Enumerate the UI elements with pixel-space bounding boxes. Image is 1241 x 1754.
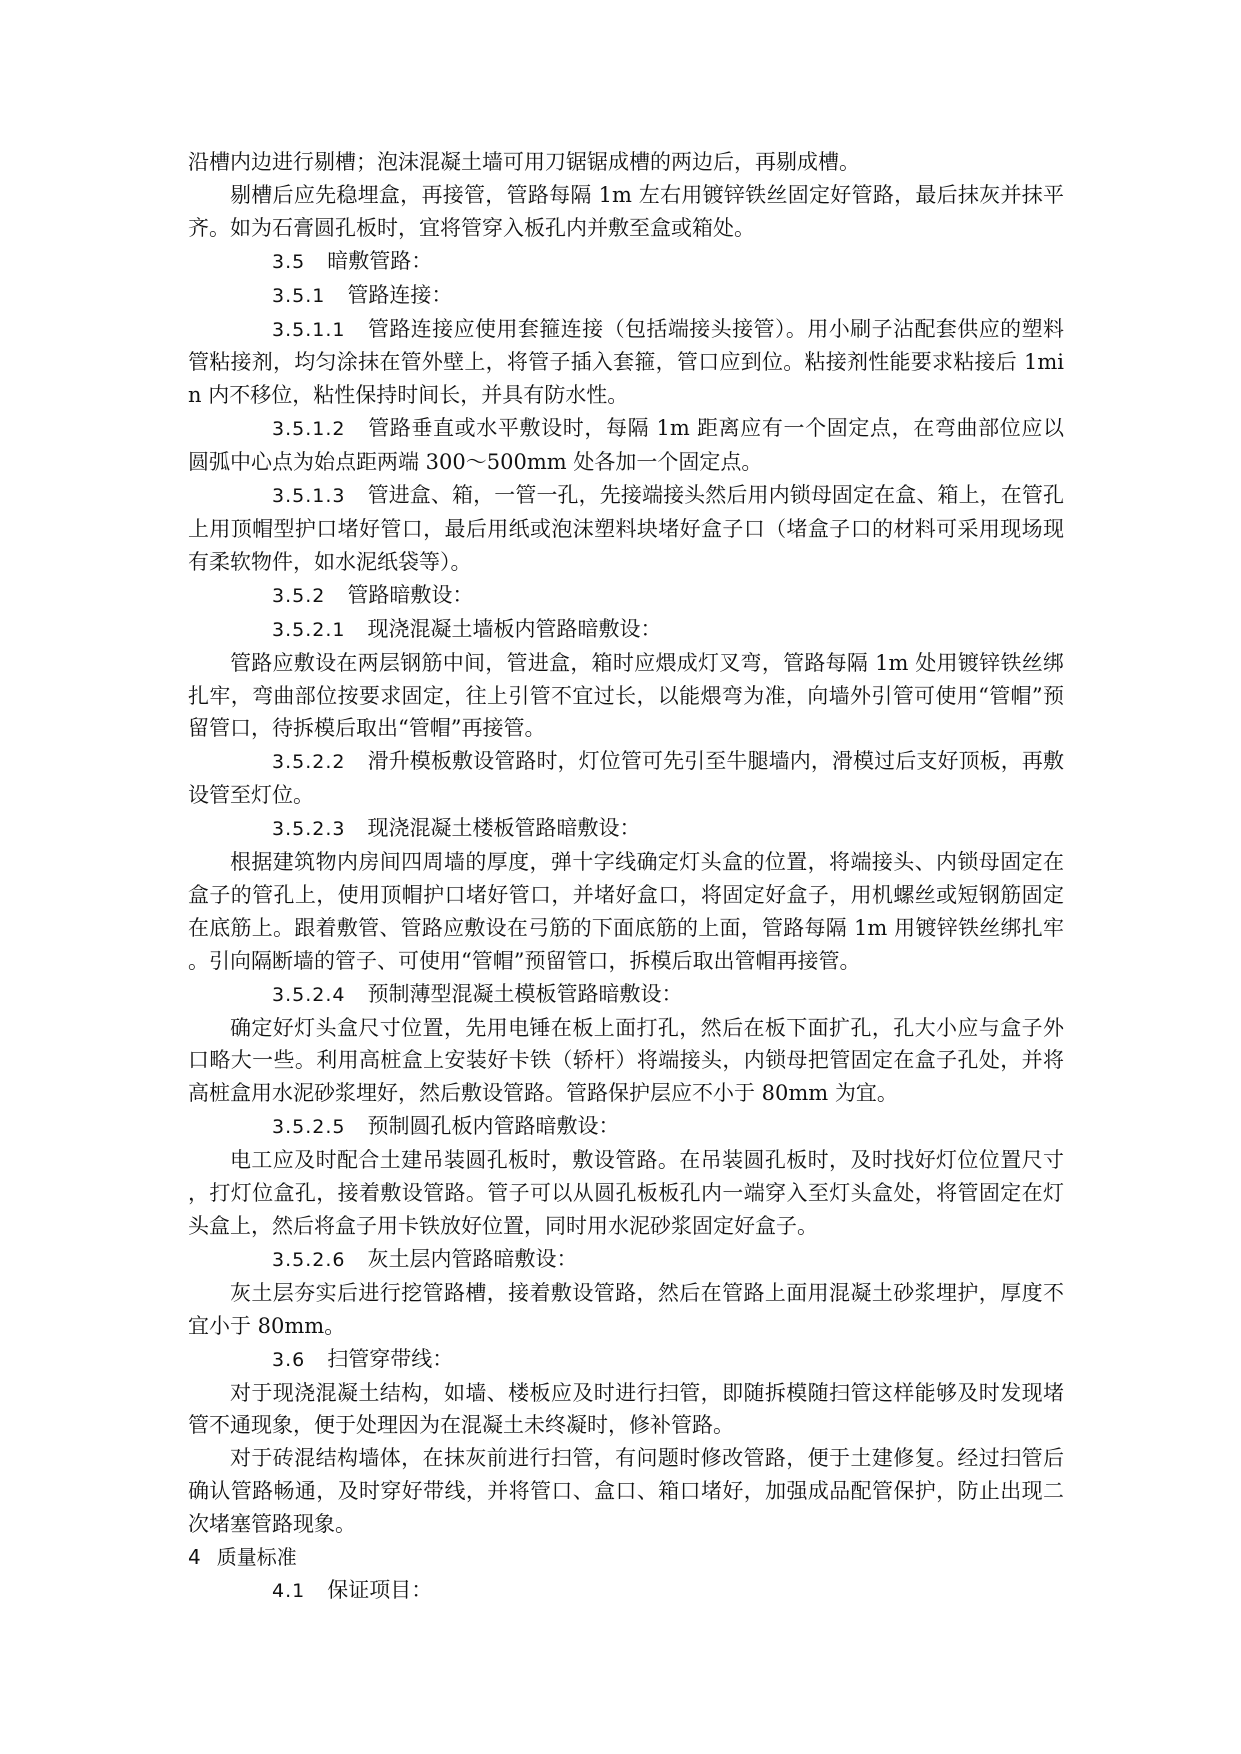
heading-number: 3.5.2.5 [272, 1116, 346, 1139]
heading-text: 暗敷管路： [327, 248, 433, 273]
section-heading [188, 579, 1064, 613]
paragraph-text: 管路垂直或水平敷设时，每隔 1m 距离应有一个固定点，在弯曲部位应以圆弧中心点为始点距两端 300～500mm 处各加一个固定点。 [188, 416, 1064, 475]
paragraph: 对于现浇混凝土结构，如墙、楼板应及时进行扫管，即随拆模随扫管这样能够及时发现堵管不通现象，便于处理因为在混凝土未终凝时，修补管路。 [188, 1380, 1064, 1438]
heading-number: 3.5.1 [272, 284, 326, 307]
document-body [188, 146, 1064, 1608]
paragraph-text: 管路连接应使用套箍连接（包括端接头接管）。用小刷子沾配套供应的塑料管粘接剂，均匀涂抹在管外壁上，将管子插入套箍，管口应到位。粘接剂性能要求粘接后 1min 内不移位，粘性保持时间长，并具有防水性。 [188, 316, 1064, 408]
heading-text: 现浇混凝土墙板内管路暗敷设： [367, 616, 662, 641]
numbered-paragraph [188, 412, 1064, 479]
heading-number: 3.5.2.6 [272, 1248, 346, 1271]
paragraph: 灰土层夯实后进行挖管路槽，接着敷设管路，然后在管路上面用混凝土砂浆埋护，厚度不宜小于 80mm。 [188, 1280, 1064, 1338]
heading-text: 预制圆孔板内管路暗敷设： [367, 1114, 620, 1139]
chapter-heading [188, 1541, 1064, 1574]
heading-text: 现浇混凝土楼板管路暗敷设： [367, 816, 641, 841]
heading-text: 管路连接： [347, 282, 453, 307]
heading-number: 3.5.2 [272, 584, 326, 607]
paragraph: 电工应及时配合土建吊装圆孔板时，敷设管路。在吊装圆孔板时，及时找好灯位位置尺寸，打灯位盒孔，接着敷设管路。管子可以从圆孔板板孔内一端穿入至灯头盒处，将管固定在灯头盒上，然后将盒子用卡铁放好位置，同时用水泥砂浆固定好盒子。 [188, 1148, 1064, 1238]
heading-text: 预制薄型混凝土模板管路暗敷设： [367, 981, 683, 1006]
paragraph-text: 管进盒、箱，一管一孔，先接端接头然后用内锁母固定在盒、箱上，在管孔上用顶帽型护口堵好管口，最后用纸或泡沫塑料块堵好盒子口（堵盒子口的材料可采用现场现有柔软物件，如水泥纸袋等）。 [188, 483, 1064, 574]
paragraph-number: 3.5.1.2 [272, 418, 346, 441]
heading-number: 3.6 [272, 1348, 306, 1371]
paragraph: 剔槽后应先稳埋盒，再接管，管路每隔 1m 左右用镀锌铁丝固定好管路，最后抹灰并抹平齐。如为石膏圆孔板时，宜将管穿入板孔内并敷至盒或箱处。 [188, 182, 1064, 240]
paragraph-number: 3.5.1.3 [272, 485, 346, 508]
heading-text: 保证项目： [327, 1577, 433, 1602]
heading-number: 3.5.2.1 [272, 618, 346, 641]
heading-text: 管路暗敷设： [347, 582, 474, 607]
paragraph-text: 滑升模板敷设管路时，灯位管可先引至牛腿墙内，滑模过后支好顶板，再敷设管至灯位。 [188, 749, 1064, 808]
numbered-paragraph [188, 479, 1064, 579]
section-heading [188, 978, 1064, 1012]
paragraph: 管路应敷设在两层钢筋中间，管进盒，箱时应煨成灯叉弯，管路每隔 1m 处用镀锌铁丝绑扎牢，弯曲部位按要求固定，往上引管不宜过长，以能煨弯为准，向墙外引管可使用“管帽”预留管口，待拆模后取出“管帽”再接管。 [188, 650, 1064, 741]
paragraph: 根据建筑物内房间四周墙的厚度，弹十字线确定灯头盒的位置，将端接头、内锁母固定在盒子的管孔上，使用顶帽护口堵好管口，并堵好盒口，将固定好盒子，用机螺丝或短钢筋固定在底筋上。跟着敷管、管路应敷设在弓筋的下面底筋的上面，管路每隔 1m 用镀锌铁丝绑扎牢。引向隔断墙的管子、可使用“管帽”预留管口，拆模后取出管帽再接管。 [188, 850, 1064, 973]
heading-number: 3.5.2.4 [272, 983, 346, 1006]
heading-number: 4.1 [272, 1579, 306, 1602]
heading-number: 3.5 [272, 250, 306, 273]
section-heading [188, 279, 1064, 313]
paragraph-number: 3.5.1.1 [272, 318, 346, 341]
numbered-paragraph [188, 313, 1064, 413]
paragraph: 对于砖混结构墙体，在抹灰前进行扫管，有问题时修改管路，便于土建修复。经过扫管后确认管路畅通，及时穿好带线，并将管口、盒口、箱口堵好，加强成品配管保护，防止出现二次堵塞管路现象。 [188, 1446, 1064, 1537]
section-heading [188, 1110, 1064, 1144]
paragraph: 沿槽内边进行剔槽；泡沫混凝土墙可用刀锯锯成槽的两边后，再剔成槽。 [188, 150, 860, 174]
chapter-title: 质量标准 [216, 1545, 297, 1570]
section-heading [188, 1243, 1064, 1277]
section-heading [188, 613, 1064, 647]
heading-number: 3.5.2.3 [272, 818, 346, 841]
paragraph-number: 3.5.2.2 [272, 751, 346, 774]
numbered-paragraph [188, 745, 1064, 812]
chapter-number: 4 [188, 1545, 201, 1570]
heading-text: 扫管穿带线： [327, 1346, 454, 1371]
section-heading [188, 245, 1064, 279]
heading-text: 灰土层内管路暗敷设： [367, 1246, 578, 1271]
section-heading [188, 1343, 1064, 1377]
paragraph: 确定好灯头盒尺寸位置，先用电锤在板上面打孔，然后在板下面扩孔，孔大小应与盒子外口略大一些。利用高桩盒上安装好卡铁（轿杆）将端接头，内锁母把管固定在盒子孔处，并将高桩盒用水泥砂浆埋好，然后敷设管路。管路保护层应不小于 80mm 为宜。 [188, 1015, 1064, 1106]
section-heading [188, 1574, 1064, 1608]
section-heading [188, 812, 1064, 846]
